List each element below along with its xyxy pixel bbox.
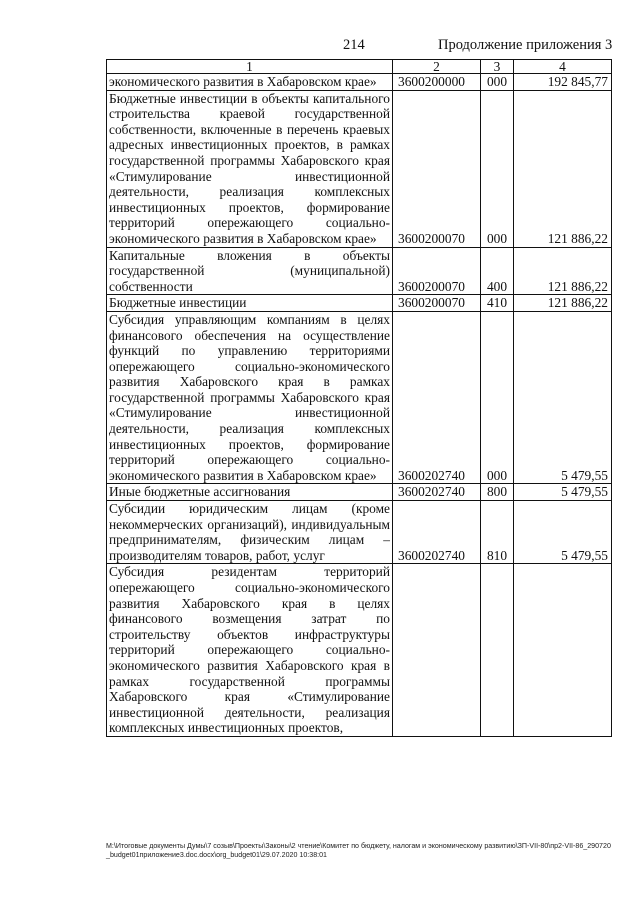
row-name: Бюджетные инвестиции: [107, 295, 393, 312]
table-header-row: [107, 60, 612, 74]
row-amount: 5 479,55: [514, 484, 612, 501]
table-row: [107, 74, 612, 91]
row-type: 000: [481, 311, 514, 484]
column-header: 3: [481, 60, 514, 74]
row-code: 3600200070: [393, 247, 481, 295]
row-amount: 121 886,22: [514, 295, 612, 312]
table-row: [107, 484, 612, 501]
row-name: Бюджетные инвестиции в объекты капитального строительства краевой государственной собственности, включенные в перечень краевых адресных инвестиционных проектов, в рамках государственной программы Хабаровского края «Стимулирование инвестиционной деятельности, реализация комплексных инвестиционных проектов, формирование территорий опережающего социально-экономического развития в Хабаровском крае»: [107, 90, 393, 247]
table-row: [107, 295, 612, 312]
budget-table: [106, 59, 612, 737]
table-row: [107, 90, 612, 247]
row-type: 800: [481, 484, 514, 501]
row-type: [481, 564, 514, 737]
row-name: Капитальные вложения в объекты государственной (муниципальной) собственности: [107, 247, 393, 295]
row-name: Иные бюджетные ассигнования: [107, 484, 393, 501]
row-type: 410: [481, 295, 514, 312]
row-code: 3600200070: [393, 295, 481, 312]
column-header: 4: [514, 60, 612, 74]
row-code: 3600200070: [393, 90, 481, 247]
table-row: [107, 311, 612, 484]
row-type: 810: [481, 501, 514, 564]
column-header: 2: [393, 60, 481, 74]
row-type: 000: [481, 90, 514, 247]
row-amount: 192 845,77: [514, 74, 612, 91]
row-type: 000: [481, 74, 514, 91]
row-code: 3600200000: [393, 74, 481, 91]
row-amount: 121 886,22: [514, 247, 612, 295]
row-code: 3600202740: [393, 501, 481, 564]
column-header: 1: [107, 60, 393, 74]
row-type: 400: [481, 247, 514, 295]
row-amount: [514, 564, 612, 737]
row-code: [393, 564, 481, 737]
appendix-continuation-title: Продолжение приложения 3: [438, 37, 613, 53]
row-amount: 5 479,55: [514, 501, 612, 564]
row-name: экономического развития в Хабаровском крае»: [107, 74, 393, 91]
row-name: Субсидия управляющим компаниям в целях финансового обеспечения на осуществление функций по управлению территориями опережающего социально-экономического развития Хабаровского края в рамках государственной программы Хабаровского края «Стимулирование инвестиционной деятельности, реализация комплексных инвестиционных проектов, формирование территорий опережающего социально-экономического развития в Хабаровском крае»: [107, 311, 393, 484]
row-code: 3600202740: [393, 484, 481, 501]
row-name: Субсидия резидентам территорий опережающего социально-экономического развития Хабаровского края в целях финансового возмещения затрат по строительству объектов инфраструктуры территорий опережающего социально-экономического развития Хабаровского края в рамках государственной программы Хабаровского края «Стимулирование инвестиционной деятельности, реализация комплексных инвестиционных проектов,: [107, 564, 393, 737]
row-amount: 5 479,55: [514, 311, 612, 484]
page-number: 214: [343, 37, 365, 53]
table-row: [107, 247, 612, 295]
row-name: Субсидии юридическим лицам (кроме некоммерческих организаций), индивидуальным предпринимателям, физическим лицам – производителям товаров, работ, услуг: [107, 501, 393, 564]
table-row: [107, 564, 612, 737]
row-code: 3600202740: [393, 311, 481, 484]
row-amount: 121 886,22: [514, 90, 612, 247]
document-file-path: M:\Итоговые документы Думы\7 созыв\Проекты\Законы\2 чтение\Комитет по бюджету, налогам и экономическому развитию\ЗП-VII-80\пр2-VII-86_290720_budget01приложение3.doc.docx\org_budget01\29.07.2020 10:38:01: [106, 842, 611, 859]
table-row: [107, 501, 612, 564]
